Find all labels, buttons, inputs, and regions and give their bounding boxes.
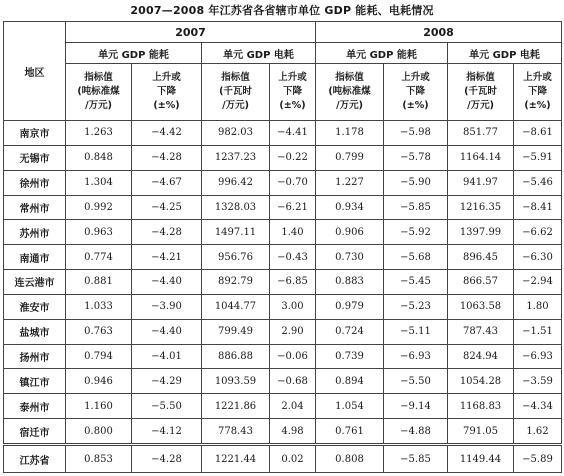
table-row	[4, 270, 562, 295]
subheader-energy-value-2007: 指标值 (吨标准煤 /万元)	[66, 64, 132, 121]
energy-change-2007: −4.40	[132, 319, 202, 344]
electric-value-2007: 799.49	[202, 319, 270, 344]
electric-change-2008: −6.30	[514, 245, 562, 270]
city-name: 常州市	[4, 195, 66, 220]
electric-change-2007: −4.41	[270, 121, 316, 146]
energy-value-2008: 0.739	[316, 344, 384, 369]
electric-value-2007: 1497.11	[202, 220, 270, 245]
electric-change-2007: 1.40	[270, 220, 316, 245]
energy-change-2008: −9.14	[384, 394, 448, 419]
electric-change-2007: 2.90	[270, 319, 316, 344]
subheader-electric-change-2008: 上升或 下降 (±%)	[514, 64, 562, 121]
electric-value-2008: 851.77	[448, 121, 514, 146]
electric-value-2008: 866.57	[448, 270, 514, 295]
energy-value-2008: 0.906	[316, 220, 384, 245]
energy-change-2008: −5.50	[384, 369, 448, 394]
energy-change-2008: −5.78	[384, 145, 448, 170]
electric-change-2007: −0.22	[270, 145, 316, 170]
subheader-electric-value-2007: 指标值 (千瓦时 /万元)	[202, 64, 270, 121]
energy-value-2008: 1.054	[316, 394, 384, 419]
energy-value-2007: 1.160	[66, 394, 132, 419]
electric-change-2008: −8.41	[514, 195, 562, 220]
energy-change-2008: −5.98	[384, 121, 448, 146]
city-name: 淮安市	[4, 294, 66, 319]
energy-change-2007: −4.01	[132, 344, 202, 369]
electric-change-2008: −1.51	[514, 319, 562, 344]
energy-change-2008: −5.11	[384, 319, 448, 344]
electric-change-2007: −0.06	[270, 344, 316, 369]
electric-value-2008: 1168.83	[448, 394, 514, 419]
electric-change-2008: 1.80	[514, 294, 562, 319]
energy-value-2008: 0.799	[316, 145, 384, 170]
table-row	[4, 145, 562, 170]
electric-value-2007: 1237.23	[202, 145, 270, 170]
province-total-row	[4, 445, 562, 473]
energy-value-2007: 0.946	[66, 369, 132, 394]
energy-value-2008: 0.934	[316, 195, 384, 220]
city-name: 南京市	[4, 121, 66, 146]
energy-change-2008: −5.90	[384, 170, 448, 195]
electric-value-2007: 1328.03	[202, 195, 270, 220]
electric-change-2007: 3.00	[270, 294, 316, 319]
electric-change-2007: 2.04	[270, 394, 316, 419]
city-name: 镇江市	[4, 369, 66, 394]
energy-change-2007: −5.50	[132, 394, 202, 419]
electric-change-2008: −2.94	[514, 270, 562, 295]
energy-value-2008: 0.730	[316, 245, 384, 270]
electric-value-2007: 1221.86	[202, 394, 270, 419]
electric-change-2008: −5.91	[514, 145, 562, 170]
city-name: 连云港市	[4, 270, 66, 295]
energy-change-2007: −4.28	[132, 445, 202, 473]
metric-header-energy-2007: 单元 GDP 能耗	[66, 43, 202, 64]
energy-value-2007: 0.853	[66, 445, 132, 473]
energy-change-2008: −5.45	[384, 270, 448, 295]
city-name: 南通市	[4, 245, 66, 270]
energy-change-2008: −5.85	[384, 445, 448, 473]
region-column-header: 地区	[4, 22, 66, 121]
table-row	[4, 319, 562, 344]
electric-value-2007: 956.76	[202, 245, 270, 270]
electric-value-2008: 1216.35	[448, 195, 514, 220]
energy-value-2008: 1.227	[316, 170, 384, 195]
electric-value-2008: 941.97	[448, 170, 514, 195]
electric-value-2007: 1221.44	[202, 445, 270, 473]
electric-value-2008: 824.94	[448, 344, 514, 369]
energy-change-2008: −5.85	[384, 195, 448, 220]
table-row	[4, 369, 562, 394]
electric-value-2007: 778.43	[202, 419, 270, 445]
electric-change-2008: 1.62	[514, 419, 562, 445]
electric-value-2008: 1397.99	[448, 220, 514, 245]
electric-value-2008: 791.05	[448, 419, 514, 445]
energy-change-2007: −4.21	[132, 245, 202, 270]
energy-value-2008: 1.178	[316, 121, 384, 146]
electric-change-2008: −5.89	[514, 445, 562, 473]
energy-value-2007: 0.881	[66, 270, 132, 295]
table-row	[4, 344, 562, 369]
metric-header-energy-2008: 单元 GDP 能耗	[316, 43, 448, 64]
energy-consumption-table	[3, 21, 562, 473]
table-title: 2007—2008 年江苏省各省辖市单位 GDP 能耗、电耗情况	[130, 4, 434, 17]
energy-change-2007: −4.42	[132, 121, 202, 146]
year-header-2008: 2008	[316, 22, 562, 43]
electric-value-2007: 1093.59	[202, 369, 270, 394]
electric-change-2008: −4.34	[514, 394, 562, 419]
subheader-energy-value-2008: 指标值 (吨标准煤 /万元)	[316, 64, 384, 121]
energy-value-2008: 0.979	[316, 294, 384, 319]
energy-value-2007: 1.304	[66, 170, 132, 195]
energy-change-2007: −4.28	[132, 220, 202, 245]
electric-change-2007: 0.02	[270, 445, 316, 473]
electric-change-2008: −6.93	[514, 344, 562, 369]
electric-value-2008: 1063.58	[448, 294, 514, 319]
energy-value-2007: 1.263	[66, 121, 132, 146]
subheader-energy-change-2007: 上升或 下降 (±%)	[132, 64, 202, 121]
city-name: 盐城市	[4, 319, 66, 344]
energy-change-2007: −4.28	[132, 145, 202, 170]
subheader-energy-change-2008: 上升或 下降 (±%)	[384, 64, 448, 121]
energy-value-2008: 0.761	[316, 419, 384, 445]
energy-change-2007: −3.90	[132, 294, 202, 319]
electric-change-2008: −3.59	[514, 369, 562, 394]
table-row	[4, 294, 562, 319]
energy-change-2007: −4.40	[132, 270, 202, 295]
city-name: 宿迁市	[4, 419, 66, 445]
electric-value-2007: 886.88	[202, 344, 270, 369]
electric-value-2008: 1164.14	[448, 145, 514, 170]
year-header-2007: 2007	[66, 22, 316, 43]
energy-change-2007: −4.12	[132, 419, 202, 445]
table-row	[4, 419, 562, 445]
energy-change-2008: −4.88	[384, 419, 448, 445]
electric-change-2007: −0.43	[270, 245, 316, 270]
energy-value-2008: 0.883	[316, 270, 384, 295]
energy-change-2008: −5.68	[384, 245, 448, 270]
electric-change-2007: −0.70	[270, 170, 316, 195]
subheader-electric-value-2008: 指标值 (千瓦时 /万元)	[448, 64, 514, 121]
energy-value-2008: 0.808	[316, 445, 384, 473]
energy-value-2007: 0.763	[66, 319, 132, 344]
electric-value-2007: 996.42	[202, 170, 270, 195]
city-name: 徐州市	[4, 170, 66, 195]
subheader-electric-change-2007: 上升或 下降 (±%)	[270, 64, 316, 121]
table-body	[4, 121, 562, 473]
city-name: 泰州市	[4, 394, 66, 419]
energy-value-2007: 1.033	[66, 294, 132, 319]
energy-value-2008: 0.724	[316, 319, 384, 344]
metric-header-electric-2008: 单元 GDP 电耗	[448, 43, 562, 64]
province-name: 江苏省	[4, 445, 66, 473]
table-row	[4, 245, 562, 270]
energy-value-2007: 0.992	[66, 195, 132, 220]
table-row	[4, 195, 562, 220]
city-name: 扬州市	[4, 344, 66, 369]
energy-change-2008: −5.23	[384, 294, 448, 319]
electric-change-2007: 4.98	[270, 419, 316, 445]
table-row	[4, 394, 562, 419]
energy-change-2008: −6.93	[384, 344, 448, 369]
electric-change-2007: −0.68	[270, 369, 316, 394]
electric-value-2007: 982.03	[202, 121, 270, 146]
energy-value-2007: 0.963	[66, 220, 132, 245]
electric-change-2007: −6.21	[270, 195, 316, 220]
electric-change-2008: −8.61	[514, 121, 562, 146]
electric-value-2007: 892.79	[202, 270, 270, 295]
energy-change-2008: −5.92	[384, 220, 448, 245]
city-name: 苏州市	[4, 220, 66, 245]
energy-value-2008: 0.894	[316, 369, 384, 394]
energy-value-2007: 0.794	[66, 344, 132, 369]
electric-value-2008: 1149.44	[448, 445, 514, 473]
table-row	[4, 170, 562, 195]
electric-change-2008: −6.62	[514, 220, 562, 245]
energy-change-2007: −4.29	[132, 369, 202, 394]
energy-value-2007: 0.800	[66, 419, 132, 445]
electric-value-2008: 787.43	[448, 319, 514, 344]
energy-value-2007: 0.774	[66, 245, 132, 270]
energy-change-2007: −4.67	[132, 170, 202, 195]
electric-value-2008: 896.45	[448, 245, 514, 270]
metric-header-electric-2007: 单元 GDP 电耗	[202, 43, 316, 64]
table-row	[4, 220, 562, 245]
table-row	[4, 121, 562, 146]
electric-value-2008: 1054.28	[448, 369, 514, 394]
electric-change-2008: −5.46	[514, 170, 562, 195]
energy-change-2007: −4.25	[132, 195, 202, 220]
electric-value-2007: 1044.77	[202, 294, 270, 319]
energy-value-2007: 0.848	[66, 145, 132, 170]
electric-change-2007: −6.85	[270, 270, 316, 295]
city-name: 无锡市	[4, 145, 66, 170]
